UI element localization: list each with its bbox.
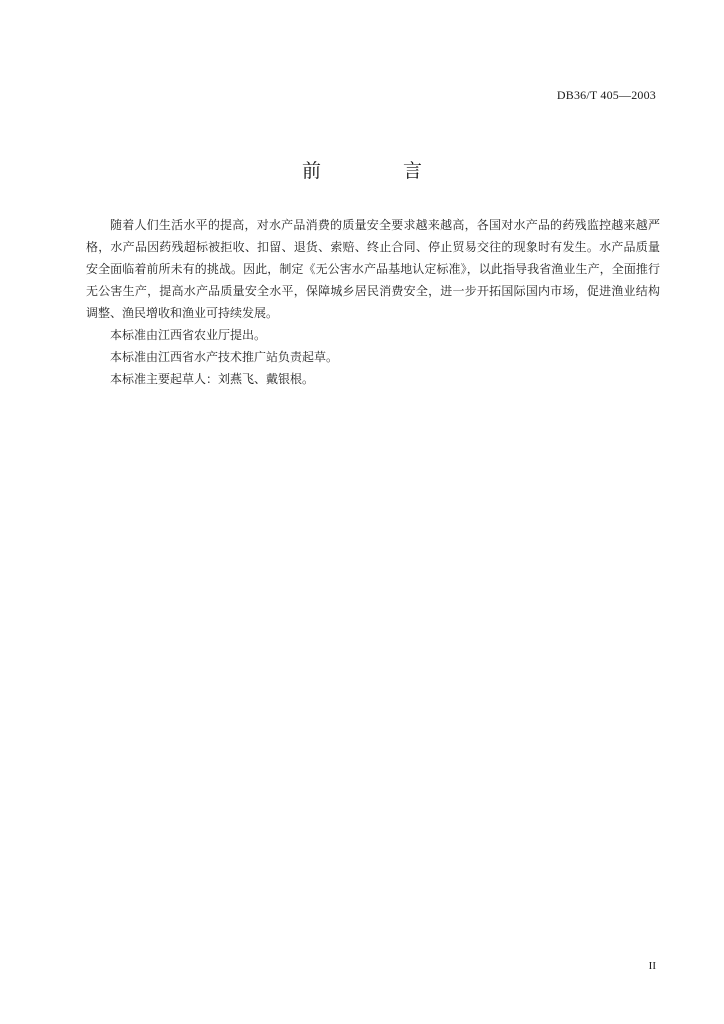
foreword-paragraph-drafter: 本标准由江西省水产技术推广站负责起草。 [110, 350, 339, 364]
foreword-paragraph-authors: 本标准主要起草人：刘燕飞、戴银根。 [110, 372, 315, 386]
document-code: DB36/T 405—2003 [556, 88, 656, 102]
foreword-body [86, 214, 660, 390]
foreword-paragraph-intro: 随着人们生活水平的提高，对水产品消费的质量安全要求越来越高，各国对水产品的药残监控越来越严格，水产品因药残超标被拒收、扣留、退货、索赔、终止合同、停止贸易交往的现象时有发生。水产品质量安全面临着前所未有的挑战。因此，制定《无公害水产品基地认定标准》，以此指导我省渔业生产，全面推行无公害生产，提高水产品质量安全水平，保障城乡居民消费安全，进一步开拓国际国内市场，促进渔业结构调整、渔民增收和渔业可持续发展。 [86, 218, 660, 320]
foreword-paragraph-proposer: 本标准由江西省农业厅提出。 [110, 328, 267, 342]
page-title: 前 言 [301, 160, 461, 182]
page-number: II [648, 960, 656, 972]
